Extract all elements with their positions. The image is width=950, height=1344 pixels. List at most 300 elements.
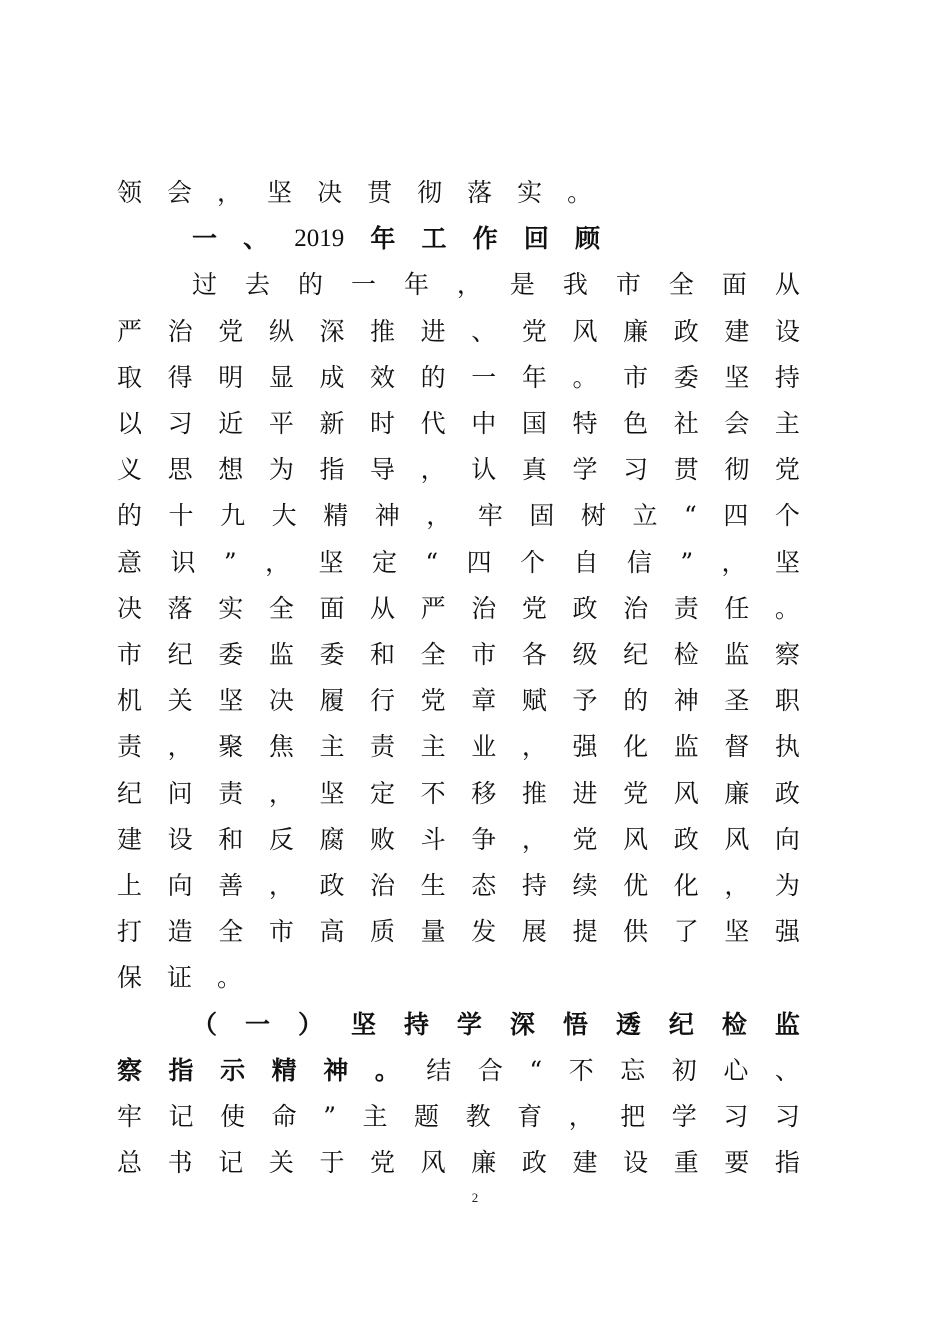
text-char: 量 [420, 917, 446, 947]
text-char: ， [420, 455, 446, 485]
text-char: 信 [626, 547, 652, 577]
sub-heading [192, 1003, 800, 1047]
text-char: 我 [562, 270, 588, 300]
text-char: 习 [774, 1102, 800, 1131]
text-char: 心 [723, 1055, 749, 1085]
text-char: 。 [374, 1055, 400, 1085]
text-char: 领 [117, 178, 143, 207]
text-char: 风 [724, 824, 750, 854]
text-char: 显 [268, 362, 294, 392]
heading-token: 2019 [294, 225, 345, 253]
text-char: 治 [370, 871, 396, 900]
text-char: 精 [323, 501, 349, 531]
text-char: 推 [521, 778, 547, 808]
text-char: 指 [168, 1055, 194, 1085]
text-char: 十 [168, 501, 194, 531]
text-char: 业 [471, 732, 497, 762]
text-char: 争 [471, 824, 497, 854]
text-char: 定 [371, 547, 397, 577]
text-char: 向 [167, 871, 193, 900]
text-line [117, 1049, 800, 1093]
text-char: 设 [167, 824, 193, 854]
text-char: 打 [117, 917, 143, 947]
text-char: 从 [370, 593, 396, 623]
text-char: 是 [509, 270, 535, 300]
text-char: 为 [774, 871, 800, 900]
text-char: 落 [467, 178, 493, 207]
text-char: 固 [529, 501, 555, 531]
text-char: 年 [403, 270, 429, 300]
text-char: 向 [774, 824, 800, 854]
text-char: 认 [471, 455, 497, 485]
text-char: 章 [471, 686, 497, 716]
text-char: 落 [167, 593, 193, 623]
text-char: （ [192, 1009, 218, 1039]
text-char: 实 [517, 178, 543, 207]
text-char: 治 [623, 593, 649, 623]
text-char: ， [265, 547, 291, 577]
text-char: 会 [724, 409, 750, 438]
text-char: 风 [623, 824, 649, 854]
text-char: 初 [671, 1055, 697, 1085]
text-char: 精 [271, 1055, 297, 1085]
text-char: 效 [370, 362, 396, 392]
text-char: ） [297, 1009, 323, 1039]
text-char: 委 [218, 640, 244, 669]
text-char: 坚 [319, 778, 345, 808]
text-line [117, 910, 800, 954]
text-char: 深 [319, 316, 345, 346]
text-char: 予 [572, 686, 598, 716]
text-char: 、 [471, 316, 497, 346]
text-char: 过 [192, 270, 218, 300]
text-char: 善 [218, 871, 244, 900]
text-char: 履 [319, 686, 345, 716]
text-line [117, 1141, 800, 1185]
text-char: 平 [268, 409, 294, 438]
text-char: 。 [567, 178, 593, 207]
text-char: ， [521, 732, 547, 762]
text-char: 责 [673, 593, 699, 623]
text-char: “ [529, 1055, 543, 1085]
text-char: 市 [268, 917, 294, 947]
text-char: 取 [117, 362, 143, 392]
text-line [117, 679, 800, 723]
text-char: 定 [370, 778, 396, 808]
text-char: 化 [623, 732, 649, 762]
text-char: 立 [632, 501, 658, 531]
text-char: 意 [117, 547, 143, 577]
text-char: 政 [774, 778, 800, 808]
text-char: 执 [774, 732, 800, 762]
text-char: 。 [774, 593, 800, 623]
text-char: 决 [117, 593, 143, 623]
text-char: 贯 [367, 178, 393, 207]
text-char: 得 [167, 362, 193, 392]
text-char: 神 [323, 1055, 349, 1085]
text-line [117, 448, 800, 492]
text-char: 神 [374, 501, 400, 531]
text-char: 廉 [471, 1148, 497, 1178]
text-char: 行 [370, 686, 396, 716]
text-char: 严 [420, 593, 446, 623]
text-char: 严 [117, 316, 143, 346]
text-char: 政 [673, 316, 699, 346]
text-char: 的 [117, 501, 143, 531]
text-char: 中 [471, 409, 497, 438]
text-char: 实 [218, 593, 244, 623]
text-char: 检 [673, 640, 699, 669]
text-char: 监 [673, 732, 699, 762]
text-char: 使 [220, 1102, 246, 1131]
text-char: 从 [774, 270, 800, 300]
text-char: 导 [370, 455, 396, 485]
text-char: 展 [521, 917, 547, 947]
text-char: 一 [471, 362, 497, 392]
text-char: 责 [370, 732, 396, 762]
text-char: 会 [167, 178, 193, 207]
text-char: 书 [167, 1148, 193, 1178]
text-char: 合 [477, 1055, 503, 1085]
text-char: 不 [568, 1055, 594, 1085]
text-char: 指 [774, 1148, 800, 1178]
text-char: 悟 [562, 1009, 588, 1039]
text-char: 持 [521, 871, 547, 900]
text-char: 国 [521, 409, 547, 438]
text-char: 全 [668, 270, 694, 300]
text-char: 想 [218, 455, 244, 485]
text-line [117, 864, 800, 908]
text-char: 思 [167, 455, 193, 485]
text-char: 建 [117, 824, 143, 854]
text-char: 神 [673, 686, 699, 716]
text-char: 忘 [620, 1055, 646, 1085]
text-char: 不 [420, 778, 446, 808]
text-char: 成 [319, 362, 345, 392]
text-char: 移 [471, 778, 497, 808]
text-char: ， [167, 732, 193, 762]
text-char: 党 [420, 686, 446, 716]
text-char: 重 [673, 1148, 699, 1178]
text-char: 特 [572, 409, 598, 438]
text-char: 坚 [218, 686, 244, 716]
text-char: 市 [615, 270, 641, 300]
text-char: 题 [414, 1102, 440, 1131]
text-char: 察 [774, 640, 800, 669]
text-char: 高 [319, 917, 345, 947]
text-char: 风 [420, 1148, 446, 1178]
text-char: 坚 [724, 362, 750, 392]
text-line [117, 725, 800, 769]
text-char: 责 [218, 778, 244, 808]
text-char: 督 [724, 732, 750, 762]
text-char: ” [680, 547, 694, 577]
text-char: 风 [572, 316, 598, 346]
text-char: 治 [167, 316, 193, 346]
text-char: 败 [370, 824, 396, 854]
text-char: 一 [350, 270, 376, 300]
text-char: 决 [317, 178, 343, 207]
text-char: 政 [319, 871, 345, 900]
text-char: 党 [774, 455, 800, 485]
text-char: ， [521, 824, 547, 854]
text-char: 政 [521, 1148, 547, 1178]
text-char: ， [268, 778, 294, 808]
text-char: 的 [623, 686, 649, 716]
text-char: 坚 [724, 917, 750, 947]
heading-token: 作 [472, 224, 498, 254]
text-char: 党 [218, 316, 244, 346]
text-char: 腐 [319, 824, 345, 854]
text-char: 纪 [623, 640, 649, 669]
text-char: 纪 [668, 1009, 694, 1039]
text-line [117, 633, 800, 677]
heading-token: 工 [421, 224, 447, 254]
text-char: 焦 [268, 732, 294, 762]
text-char: 委 [319, 640, 345, 669]
text-char: 代 [420, 409, 446, 438]
text-char: 命 [271, 1102, 297, 1131]
text-char: 和 [218, 824, 244, 854]
text-char: 纵 [268, 316, 294, 346]
text-char: 的 [297, 270, 323, 300]
text-char: 和 [370, 640, 396, 669]
page-number: 2 [471, 1190, 479, 1205]
text-char: 责 [117, 732, 143, 762]
text-char: 全 [268, 593, 294, 623]
text-char: 色 [623, 409, 649, 438]
text-char: 记 [218, 1148, 244, 1178]
text-line [117, 956, 800, 1000]
text-char: 、 [774, 1055, 800, 1085]
text-char: ， [426, 501, 452, 531]
text-char: 习 [623, 455, 649, 485]
text-char: ” [223, 547, 237, 577]
heading-token: 、 [243, 224, 269, 254]
text-char: 的 [420, 362, 446, 392]
text-char: 时 [370, 409, 396, 438]
section-heading [192, 217, 600, 261]
text-char: 要 [724, 1148, 750, 1178]
text-line [117, 818, 800, 862]
text-char: 监 [268, 640, 294, 669]
text-char: 任 [724, 593, 750, 623]
text-char: ， [568, 1102, 594, 1131]
text-char: 生 [420, 871, 446, 900]
text-char: 坚 [318, 547, 344, 577]
text-char: 设 [774, 316, 800, 346]
text-char: 风 [673, 778, 699, 808]
text-char: 为 [268, 455, 294, 485]
text-char: 市 [117, 640, 143, 669]
text-char: 关 [167, 686, 193, 716]
text-char: 治 [471, 593, 497, 623]
text-char: 透 [615, 1009, 641, 1039]
text-line [117, 587, 800, 631]
text-char: “ [425, 547, 439, 577]
text-char: 监 [724, 640, 750, 669]
text-char: 保 [117, 963, 143, 993]
text-char: 质 [370, 917, 396, 947]
text-char: 识 [170, 547, 196, 577]
text-char: 记 [168, 1102, 194, 1131]
text-char: 建 [572, 1148, 598, 1178]
text-char: 明 [218, 362, 244, 392]
text-line [117, 541, 800, 585]
text-char: 政 [673, 824, 699, 854]
text-line [192, 263, 800, 307]
text-char: 进 [572, 778, 598, 808]
text-char: 检 [721, 1009, 747, 1039]
text-char: 上 [117, 871, 143, 900]
text-char: 职 [774, 686, 800, 716]
text-char: 把 [620, 1102, 646, 1131]
text-char: 决 [268, 686, 294, 716]
text-char: 察 [117, 1055, 143, 1085]
text-char: 圣 [724, 686, 750, 716]
text-char: 教 [465, 1102, 491, 1131]
text-char: 纪 [167, 640, 193, 669]
text-char: 持 [403, 1009, 429, 1039]
text-char: 全 [420, 640, 446, 669]
text-char: 年 [521, 362, 547, 392]
text-char: 自 [573, 547, 599, 577]
text-char: 供 [623, 917, 649, 947]
text-char: 牢 [117, 1102, 143, 1131]
text-char: 各 [521, 640, 547, 669]
text-char: 提 [572, 917, 598, 947]
text-char: 委 [673, 362, 699, 392]
text-char: 大 [271, 501, 297, 531]
text-char: “ [684, 501, 697, 531]
text-char: 全 [218, 917, 244, 947]
text-char: 树 [580, 501, 606, 531]
text-char: 党 [521, 593, 547, 623]
text-char: 持 [774, 362, 800, 392]
text-char: 证 [167, 963, 193, 993]
heading-token: 顾 [574, 224, 600, 254]
text-char: 纪 [117, 778, 143, 808]
text-char: 面 [721, 270, 747, 300]
text-char: 指 [319, 455, 345, 485]
text-char: 强 [572, 732, 598, 762]
text-line [117, 310, 800, 354]
text-char: 坚 [267, 178, 293, 207]
text-char: 机 [117, 686, 143, 716]
heading-token: 一 [192, 224, 218, 254]
text-char: 了 [673, 917, 699, 947]
text-char: 真 [521, 455, 547, 485]
text-char: 贯 [673, 455, 699, 485]
text-char: 监 [774, 1009, 800, 1039]
text-line [117, 494, 800, 538]
text-char: 四 [723, 501, 749, 531]
text-char: 总 [117, 1148, 143, 1178]
text-char: 进 [420, 316, 446, 346]
text-char: 市 [471, 640, 497, 669]
text-char: 问 [167, 778, 193, 808]
text-char: 聚 [218, 732, 244, 762]
text-char: 设 [623, 1148, 649, 1178]
text-char: 示 [220, 1055, 246, 1085]
text-char: 斗 [420, 824, 446, 854]
text-char: ， [724, 871, 750, 900]
text-char: 市 [623, 362, 649, 392]
text-line [117, 356, 800, 400]
text-char: 级 [572, 640, 598, 669]
text-char: 义 [117, 455, 143, 485]
text-char: 以 [117, 409, 143, 438]
text-char: 结 [426, 1055, 452, 1085]
text-char: 育 [517, 1102, 543, 1131]
text-line [117, 1095, 800, 1139]
text-char: ， [456, 270, 482, 300]
text-char: 社 [673, 409, 699, 438]
text-char: 主 [319, 732, 345, 762]
text-char: 学 [671, 1102, 697, 1131]
text-char: 去 [244, 270, 270, 300]
text-char: 廉 [724, 778, 750, 808]
text-char: 强 [774, 917, 800, 947]
text-char: 廉 [623, 316, 649, 346]
text-char: 彻 [724, 455, 750, 485]
text-char: ， [721, 547, 747, 577]
text-char: 牢 [477, 501, 503, 531]
text-char: 彻 [417, 178, 443, 207]
text-char: 四 [466, 547, 492, 577]
text-char: ， [217, 178, 243, 207]
text-line [117, 772, 800, 816]
text-char: 面 [319, 593, 345, 623]
text-char: 学 [456, 1009, 482, 1039]
text-char: 一 [244, 1009, 270, 1039]
text-char: 赋 [521, 686, 547, 716]
text-char: 发 [471, 917, 497, 947]
text-char: 政 [572, 593, 598, 623]
text-char: 习 [167, 409, 193, 438]
text-char: 坚 [774, 547, 800, 577]
text-char: 。 [572, 362, 598, 392]
text-char: 深 [509, 1009, 535, 1039]
text-char: 个 [520, 547, 546, 577]
text-char: ” [323, 1102, 336, 1131]
text-char: 主 [774, 409, 800, 438]
text-char: 推 [370, 316, 396, 346]
text-char: 党 [623, 778, 649, 808]
text-char: 主 [420, 732, 446, 762]
text-line [117, 402, 800, 446]
text-char: 态 [471, 871, 497, 900]
text-char: 坚 [350, 1009, 376, 1039]
text-char: 学 [572, 455, 598, 485]
text-char: 反 [268, 824, 294, 854]
text-char: 新 [319, 409, 345, 438]
heading-token: 年 [370, 224, 396, 254]
text-char: 化 [673, 871, 699, 900]
text-char: 关 [268, 1148, 294, 1178]
text-char: 习 [723, 1102, 749, 1131]
heading-token: 回 [523, 224, 549, 254]
text-char: 个 [774, 501, 800, 531]
text-char: 于 [319, 1148, 345, 1178]
text-char: 党 [370, 1148, 396, 1178]
text-line [117, 171, 800, 215]
text-char: 造 [167, 917, 193, 947]
text-char: 党 [572, 824, 598, 854]
text-char: 九 [220, 501, 246, 531]
text-char: 优 [623, 871, 649, 900]
text-char: 近 [218, 409, 244, 438]
